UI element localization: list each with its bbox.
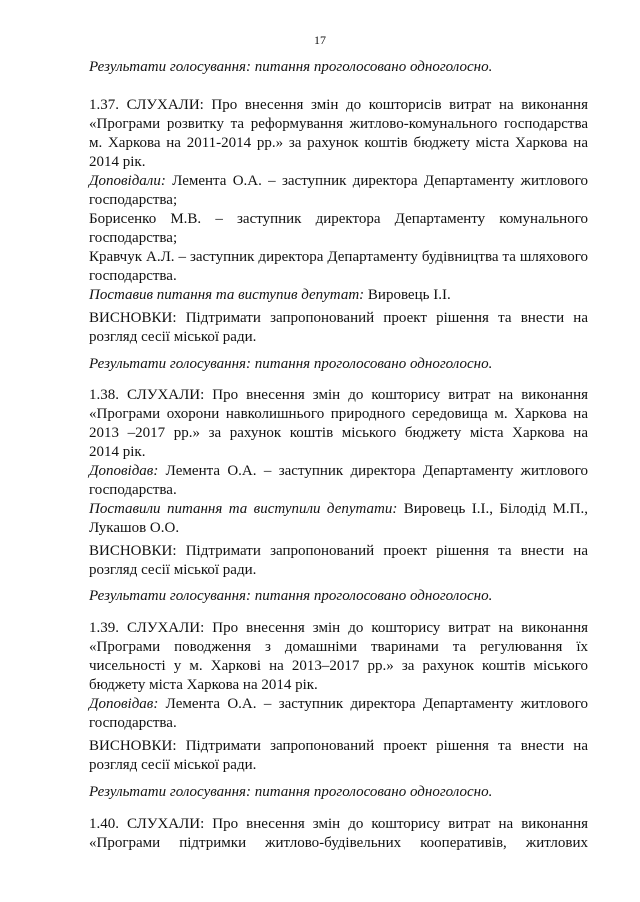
- voting-result-line: [89, 587, 588, 606]
- voting-result-line: [89, 783, 588, 802]
- text-line: [89, 286, 588, 305]
- line-text: розгляд сесії міської ради.: [89, 757, 257, 773]
- text-line: [89, 815, 588, 834]
- text-line: [89, 834, 588, 853]
- text-line: [89, 443, 588, 462]
- line-text: господарства.: [89, 482, 177, 498]
- line-text: м. Харкова на 2011-2014 рр.» за рахунок коштів бюджету міста Харкова на: [89, 135, 588, 151]
- text-line: [89, 328, 588, 347]
- text-line: [89, 695, 588, 714]
- line-text: розгляд сесії міської ради.: [89, 562, 257, 578]
- line-text: 1.37. СЛУХАЛИ: Про внесення змін до кошторисів витрат на виконання: [89, 97, 588, 113]
- voting-result-line: [89, 355, 588, 374]
- role-label: Доповідав:: [89, 463, 159, 479]
- line-text: 1.38. СЛУХАЛИ: Про внесення змін до кошторису витрат на виконання: [89, 387, 588, 403]
- text-line: [89, 153, 588, 172]
- line-text: Лемента О.А. – заступник директора Департаменту житлового: [165, 173, 588, 189]
- line-text: Результати голосування: питання проголосовано одноголосно.: [89, 59, 493, 75]
- line-text: 1.40. СЛУХАЛИ: Про внесення змін до кошторису витрат на виконання: [89, 816, 588, 832]
- text-line: [89, 462, 588, 481]
- text-line: [89, 619, 588, 638]
- text-line: [89, 210, 588, 229]
- line-text: господарства;: [89, 230, 178, 246]
- line-text: Результати голосування: питання проголосовано одноголосно.: [89, 588, 493, 604]
- line-text: чисельності у м. Харкові на 2013–2017 рр.» за рахунок коштів міського: [89, 658, 588, 674]
- line-text: Лемента О.А. – заступник директора Департаменту житлового: [158, 463, 588, 479]
- line-text: 2014 рік.: [89, 154, 146, 170]
- text-line: [89, 676, 588, 695]
- text-line: [89, 500, 588, 519]
- text-line: [89, 115, 588, 134]
- text-line: [89, 134, 588, 153]
- line-text: Результати голосування: питання проголосовано одноголосно.: [89, 784, 493, 800]
- line-text: розгляд сесії міської ради.: [89, 329, 257, 345]
- text-line: [89, 405, 588, 424]
- line-text: 2014 рік.: [89, 444, 146, 460]
- line-text: Лукашов О.О.: [89, 520, 180, 536]
- line-text: «Програми підтримки житлово-будівельних кооперативів, житлових: [89, 835, 588, 851]
- text-line: [89, 96, 588, 115]
- text-line: [89, 542, 588, 561]
- page-number: 17: [314, 33, 326, 47]
- line-text: «Програми розвитку та реформування житлово-комунального господарства: [89, 116, 588, 132]
- line-text: бюджету міста Харкова на 2014 рік.: [89, 677, 318, 693]
- text-line: [89, 737, 588, 756]
- line-text: «Програми охорони навколишнього природного середовища м. Харкова на: [89, 406, 588, 422]
- text-line: [89, 657, 588, 676]
- line-text: Результати голосування: питання проголосовано одноголосно.: [89, 356, 493, 372]
- role-label: Доповідали:: [89, 173, 166, 189]
- line-text: Вировець І.І.: [364, 287, 451, 303]
- text-line: [89, 172, 588, 191]
- role-label: Поставив питання та виступив депутат:: [89, 287, 365, 303]
- text-line: [89, 519, 588, 538]
- line-text: господарства.: [89, 715, 177, 731]
- text-line: [89, 424, 588, 443]
- line-text: Кравчук А.Л. – заступник директора Департаменту будівництва та шляхового: [89, 249, 588, 265]
- text-line: [89, 229, 588, 248]
- text-line: [89, 714, 588, 733]
- text-line: [89, 756, 588, 775]
- text-line: [89, 267, 588, 286]
- text-line: [89, 638, 588, 657]
- line-text: «Програми поводження з домашніми тваринами та регулювання їх: [89, 639, 588, 655]
- line-text: Борисенко М.В. – заступник директора Департаменту комунального: [89, 211, 588, 227]
- line-text: 2013 –2017 рр.» за рахунок коштів міського бюджету міста Харкова на: [89, 425, 588, 441]
- line-text: ВИСНОВКИ: Підтримати запропонований проект рішення та внести на: [89, 310, 588, 326]
- line-text: ВИСНОВКИ: Підтримати запропонований проект рішення та внести на: [89, 738, 588, 754]
- text-line: [89, 481, 588, 500]
- line-text: Лемента О.А. – заступник директора Департаменту житлового: [158, 696, 588, 712]
- text-line: [89, 309, 588, 328]
- line-text: господарства.: [89, 268, 177, 284]
- line-text: господарства;: [89, 192, 178, 208]
- role-label: Поставили питання та виступили депутати:: [89, 501, 398, 517]
- line-text: ВИСНОВКИ: Підтримати запропонований проект рішення та внести на: [89, 543, 588, 559]
- line-text: Вировець І.І., Білодід М.П.,: [397, 501, 588, 517]
- role-label: Доповідав:: [89, 696, 159, 712]
- text-line: [89, 386, 588, 405]
- text-line: [89, 248, 588, 267]
- line-text: 1.39. СЛУХАЛИ: Про внесення змін до кошторису витрат на виконання: [89, 620, 588, 636]
- text-line: [89, 191, 588, 210]
- text-line: [89, 561, 588, 580]
- voting-result-line: [89, 58, 588, 77]
